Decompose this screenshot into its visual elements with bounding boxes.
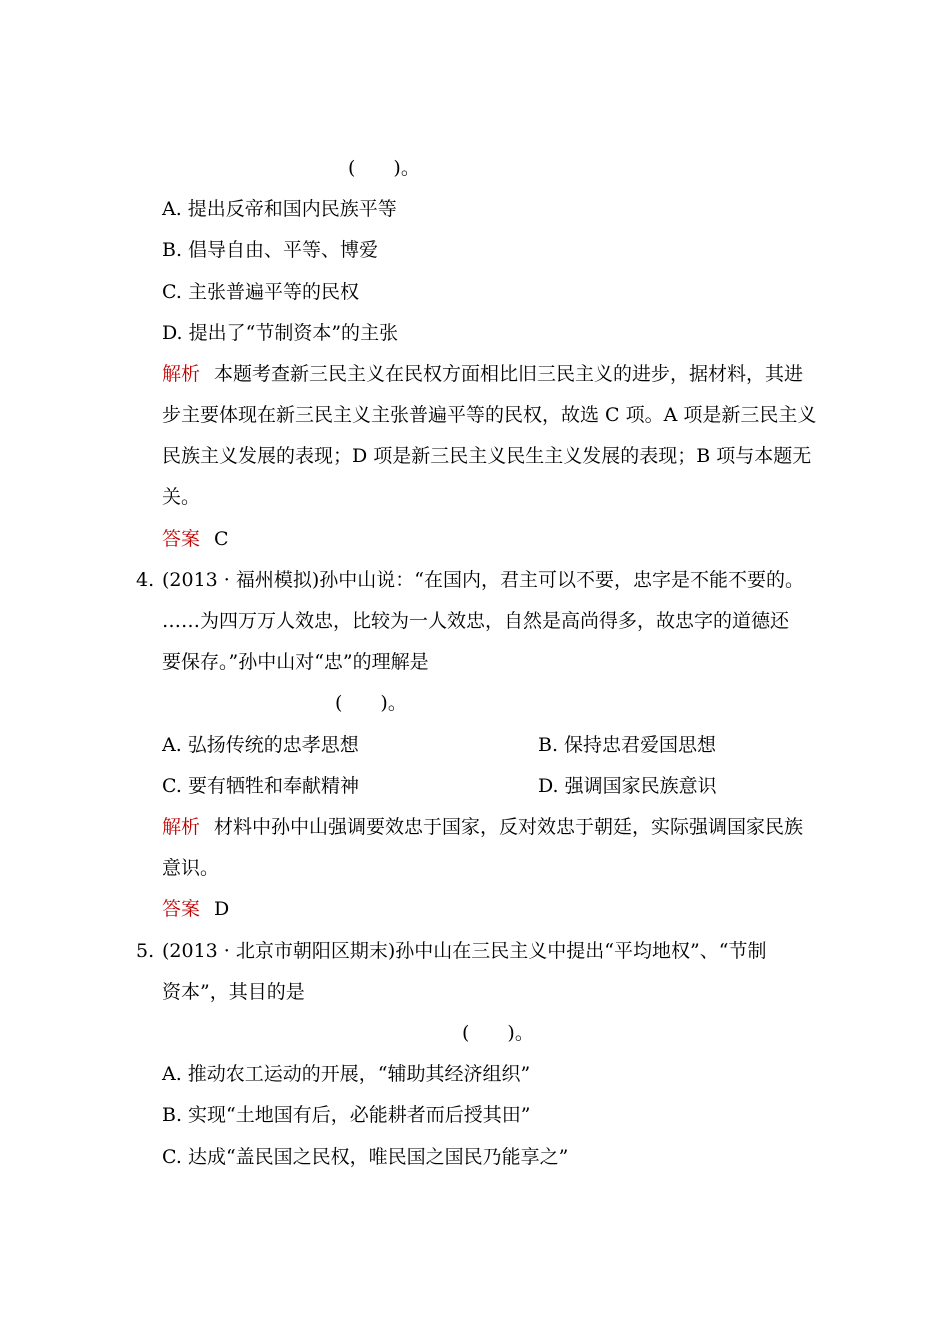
- q3-analysis-line-4: 关。: [162, 486, 201, 508]
- q3-analysis-line-1: [162, 362, 803, 386]
- q4-stem-line-3: 要保存。”孙中山对“忠”的理解是: [162, 651, 429, 673]
- analysis-text: 本题考查新三民主义在民权方面相比旧三民主义的进步，据材料，其进: [214, 363, 804, 385]
- q5-number: 5.: [136, 940, 155, 962]
- q4-answer-blank: ( )。: [335, 692, 407, 714]
- q4-number: 4.: [136, 569, 155, 591]
- q3-analysis-line-3: 民族主义发展的表现；D 项是新三民主义民生主义发展的表现；B 项与本题无: [162, 445, 812, 467]
- q4-analysis-line-1: [162, 815, 803, 839]
- q5-answer-blank: ( )。: [462, 1022, 534, 1044]
- analysis-label: 解析: [162, 816, 201, 838]
- analysis-label: 解析: [162, 363, 201, 385]
- answer-value: D: [214, 898, 230, 920]
- q3-option-b: B. 倡导自由、平等、博爱: [162, 239, 379, 261]
- q4-analysis-line-2: 意识。: [162, 857, 220, 879]
- q5-option-c: C. 达成“盖民国之民权，唯民国之国民乃能享之”: [162, 1146, 569, 1168]
- q4-option-b: B. 保持忠君爱国思想: [538, 734, 717, 756]
- q3-answer-blank: ( )。: [348, 157, 420, 179]
- q5-option-b: B. 实现“土地国有后，必能耕者而后授其田”: [162, 1104, 531, 1126]
- q4-option-d: D. 强调国家民族意识: [538, 775, 717, 797]
- q4-option-a: A. 弘扬传统的忠孝思想: [162, 734, 359, 756]
- q4-answer-line: [162, 897, 229, 921]
- q4-stem-line-2: ……为四万万人效忠，比较为一人效忠，自然是高尚得多，故忠字的道德还: [162, 610, 790, 632]
- q4-option-c: C. 要有牺牲和奉献精神: [162, 775, 359, 797]
- q5-option-a: A. 推动农工运动的开展，“辅助其经济组织”: [162, 1063, 531, 1085]
- q3-option-a: A. 提出反帝和国内民族平等: [162, 198, 397, 220]
- q5-stem-line-2: 资本”，其目的是: [162, 981, 305, 1003]
- q3-answer-line: [162, 527, 229, 551]
- answer-label: 答案: [162, 528, 201, 550]
- q4-stem-line-1: (2013 · 福州模拟)孙中山说：“在国内，君主可以不要，忠字是不能不要的。: [162, 569, 805, 591]
- answer-label: 答案: [162, 898, 201, 920]
- q5-stem-line-1: (2013 · 北京市朝阳区期末)孙中山在三民主义中提出“平均地权”、“节制: [162, 940, 767, 962]
- q3-option-c: C. 主张普遍平等的民权: [162, 281, 359, 303]
- q3-option-d: D. 提出了“节制资本”的主张: [162, 322, 399, 344]
- q3-analysis-line-2: 步主要体现在新三民主义主张普遍平等的民权，故选 C 项。A 项是新三民主义: [162, 404, 817, 426]
- answer-value: C: [214, 528, 229, 550]
- analysis-text: 材料中孙中山强调要效忠于国家，反对效忠于朝廷，实际强调国家民族: [214, 816, 804, 838]
